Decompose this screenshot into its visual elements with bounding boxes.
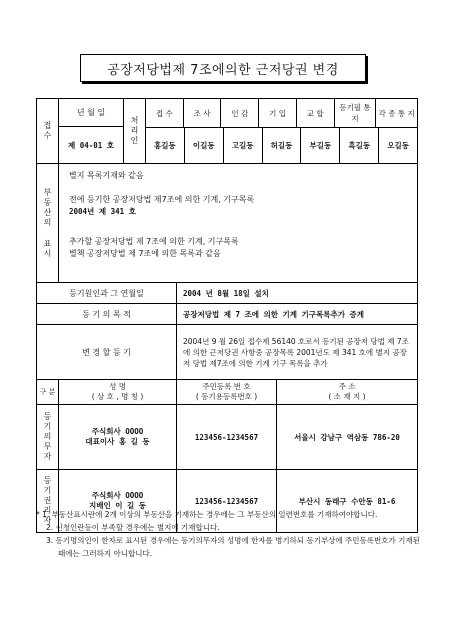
col-header-entry: 기 입 [259,99,297,127]
property-section [37,164,417,283]
purpose-row [37,304,417,325]
col-header-receipt: 접 수 [146,99,184,127]
creditor-address: 부산시 동래구 수안동 81-6 [298,496,396,506]
signer-various-notice: 오길동 [387,141,409,150]
obligor-company: 주식회사 OOOO [91,427,144,436]
id-subheader: ( 등기용등록번호 ) [195,392,258,401]
creditor-company: 주식회사 OOOO [91,491,144,500]
creditor-id: 123456-1234567 [177,470,277,532]
property-line-3: 2004년 제 341 호 [69,207,136,216]
footnotes [36,508,420,560]
col-header-various-notice: 각 종 통 지 [378,108,415,118]
address-header: 주 소 [338,382,356,391]
property-line-2: 전에 등기한 공장저당법 제7조에 의한 기계, 기구목록 [69,195,255,204]
name-subheader: ( 상 호 , 명 칭 ) [91,392,144,401]
reception-label: 접수 [37,99,59,163]
col-header-seal: 인 감 [221,99,259,127]
date-header: 년 월 일 [59,99,123,127]
obligor-id: 123456-1234567 [177,405,277,469]
cause-row [37,283,417,304]
note-1: * 1. 부동산표시란에 2개 이상의 부동산을 기재하는 경우에는 그 부동산의 일련번호를 기재하여야합니다. [36,510,378,519]
signer-receipt: 홍길동 [146,128,185,163]
document-title: 공장저당법제 7조에의한 근저당권 변경 [80,54,366,82]
signer-completion-notice: 흑길동 [340,128,379,163]
cause-label: 등기원인과 그 연월일 [37,283,177,303]
signer-collation: 부길동 [301,128,340,163]
property-line-1: 별지 목록기재와 같음 [69,171,144,180]
gubun-label: 구 분 [37,380,59,404]
obligor-representative: 대표이사 홍 길 동 [85,437,150,446]
obligor-address: 서울시 강남구 역삼동 786-20 [294,432,400,442]
id-header: 주민등록 번 호 [202,382,251,391]
change-value: 2004년 9 월 26일 접수제 56140 호로서 등기된 공장저 당법 제 7조에 의한 근저당권 사항중 공장목록 2001년도 제 341 호에 별지 공장저 당법 제7조에 의한 기계 기구 목록을 추가 [183,336,409,368]
col-header-collation: 교 합 [297,99,335,127]
col-header-investigation: 조 사 [184,99,222,127]
note-3: 3. 등기명의인이 한자로 표시된 경우에는 등기의무자의 성명에 한자를 병기하되 등기부상에 주민등록번호가 기재된 때에는 그러하지 아니합니다. [46,536,420,558]
property-line-4: 추가할 공장저당법 제 7조에 의한 기계, 기구목록 [69,237,239,246]
party-header-row [37,380,417,405]
registration-form [36,98,418,533]
cause-value: 2004 년 8월 18일 설치 [183,288,269,298]
col-header-completion-notice: 등기필 통 지 [335,99,377,127]
purpose-label: 등 기 의 목 적 [37,304,177,324]
signer-seal: 고길동 [224,128,263,163]
purpose-value: 공장저당법 제 7 조에 의한 기계 기구목록추가 증계 [183,309,365,319]
property-label: 부동산의 표시 [37,164,59,282]
creditor-label: 등기권리자 [37,470,59,532]
note-2: 2. 신청인란등이 부족할 경우에는 별지에 기재합니다. [46,523,220,532]
obligor-row [37,405,417,470]
reception-number: 제 04-01 호 [67,140,115,150]
name-header: 성 명 [109,382,126,391]
creditor-manager: 지배인 이 길 동 [88,501,147,510]
signer-entry: 허길동 [263,128,302,163]
change-label: 변 경 할 등 기 [37,325,177,379]
address-subheader: ( 소 재 지 ) [328,392,366,401]
signer-investigation: 이길동 [185,128,224,163]
processor-label: 처리인 [124,99,146,163]
change-row [37,325,417,380]
obligor-label: 등기의무자 [37,405,59,469]
reception-section [37,99,417,164]
property-line-5: 별책 공장저당법 제 7조에 의한 목록과 같음 [69,249,221,258]
